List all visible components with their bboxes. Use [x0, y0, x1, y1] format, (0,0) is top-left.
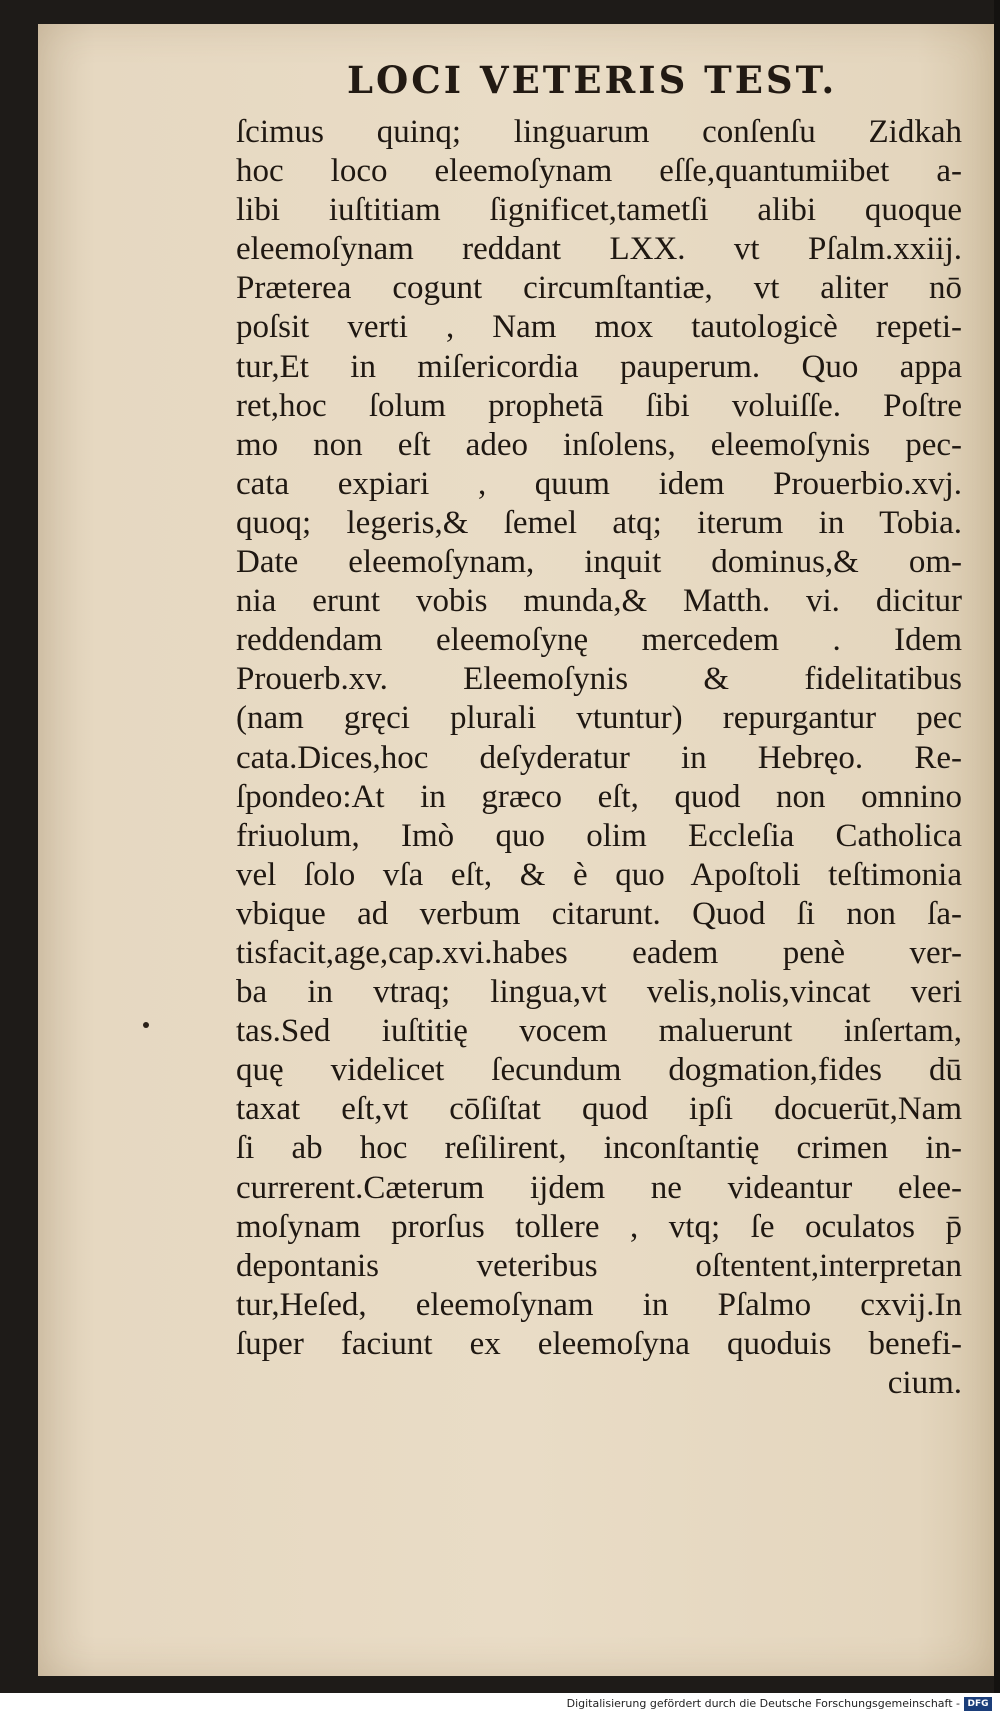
- text-line: mo non eſt adeo inſolens, eleemoſynis pec-: [236, 426, 962, 463]
- text-line: ſuper faciunt ex eleemoſyna quoduis benefi-: [236, 1325, 962, 1362]
- text-line: moſynam prorſus tollere , vtq; ſe oculatos p̄: [236, 1208, 962, 1245]
- body-text: [236, 113, 962, 1403]
- text-line: ret,hoc ſolum prophetā ſibi voluiſſe. Poſtre: [236, 387, 962, 424]
- funding-credit: Digitalisierung gefördert durch die Deutsche Forschungsgemeinschaft -: [566, 1697, 960, 1710]
- dfg-logo: DFG: [964, 1697, 992, 1711]
- text-line: cata.Dices,hoc deſyderatur in Hebręo. Re-: [236, 739, 962, 776]
- text-line: ſi ab hoc reſilirent, inconſtantię crimen in-: [236, 1130, 962, 1167]
- text-line: tas.Sed iuſtitię vocem maluerunt inſertam,: [236, 1013, 962, 1050]
- text-line: tur,Heſed, eleemoſynam in Pſalmo cxvij.In: [236, 1286, 962, 1323]
- text-line: vbique ad verbum citarunt. Quod ſi non ſa-: [236, 895, 962, 932]
- text-line: quę videlicet ſecundum dogmation,fides dū: [236, 1052, 962, 1089]
- text-line: nia erunt vobis munda,& Matth. vi. dicitur: [236, 583, 962, 620]
- text-line: tur,Et in miſericordia pauperum. Quo appa: [236, 348, 962, 385]
- text-line: ſcimus quinq; linguarum conſenſu Zidkah: [236, 114, 962, 150]
- text-line: taxat eſt,vt cōſiſtat quod ipſi docuerūt,Nam: [236, 1091, 962, 1128]
- text-line: hoc loco eleemoſynam eſſe,quantumiibet a-: [236, 153, 962, 190]
- text-line: Date eleemoſynam, inquit dominus,& om-: [236, 544, 962, 581]
- text-line: currerent.Cæterum ijdem ne videantur elee-: [236, 1169, 962, 1206]
- text-line: quoq; legeris,& ſemel atq; iterum in Tobia.: [236, 504, 962, 541]
- text-line: friuolum, Imò quo olim Eccleſia Catholica: [236, 817, 962, 854]
- footer-bar: [0, 1693, 1000, 1716]
- text-line: vel ſolo vſa eſt, & è quo Apoſtoli teſtimonia: [236, 856, 962, 893]
- running-head: LOCI VETERIS TEST.: [347, 58, 838, 102]
- text-line: libi iuſtitiam ſignificet,tametſi alibi quoque: [236, 192, 962, 229]
- text-line: cata expiari , quum idem Prouerbio.xvj.: [236, 465, 962, 502]
- ink-speck: [143, 1022, 149, 1028]
- text-line: ſpondeo:At in græco eſt, quod non omnino: [236, 778, 962, 815]
- text-line: poſsit verti , Nam mox tautologicè repeti-: [236, 309, 962, 346]
- text-line: tisfacit,age,cap.xvi.habes eadem penè ver-: [236, 934, 962, 971]
- text-line: ba in vtraq; lingua,vt velis,nolis,vincat veri: [236, 974, 962, 1011]
- text-line: reddendam eleemoſynę mercedem . Idem: [236, 622, 962, 659]
- text-line: depontanis veteribus oſtentent,interpretan: [236, 1247, 962, 1284]
- text-line: Præterea cogunt circumſtantiæ, vt aliter nō: [236, 270, 962, 307]
- scan-edge: [994, 0, 1000, 1716]
- text-line: Prouerb.xv. Eleemoſynis & fidelitatibus: [236, 661, 962, 698]
- text-line: cium.: [887, 1365, 962, 1401]
- text-line: eleemoſynam reddant LXX. vt Pſalm.xxiij.: [236, 231, 962, 268]
- text-line: (nam gręci plurali vtuntur) repurgantur pec: [236, 700, 962, 737]
